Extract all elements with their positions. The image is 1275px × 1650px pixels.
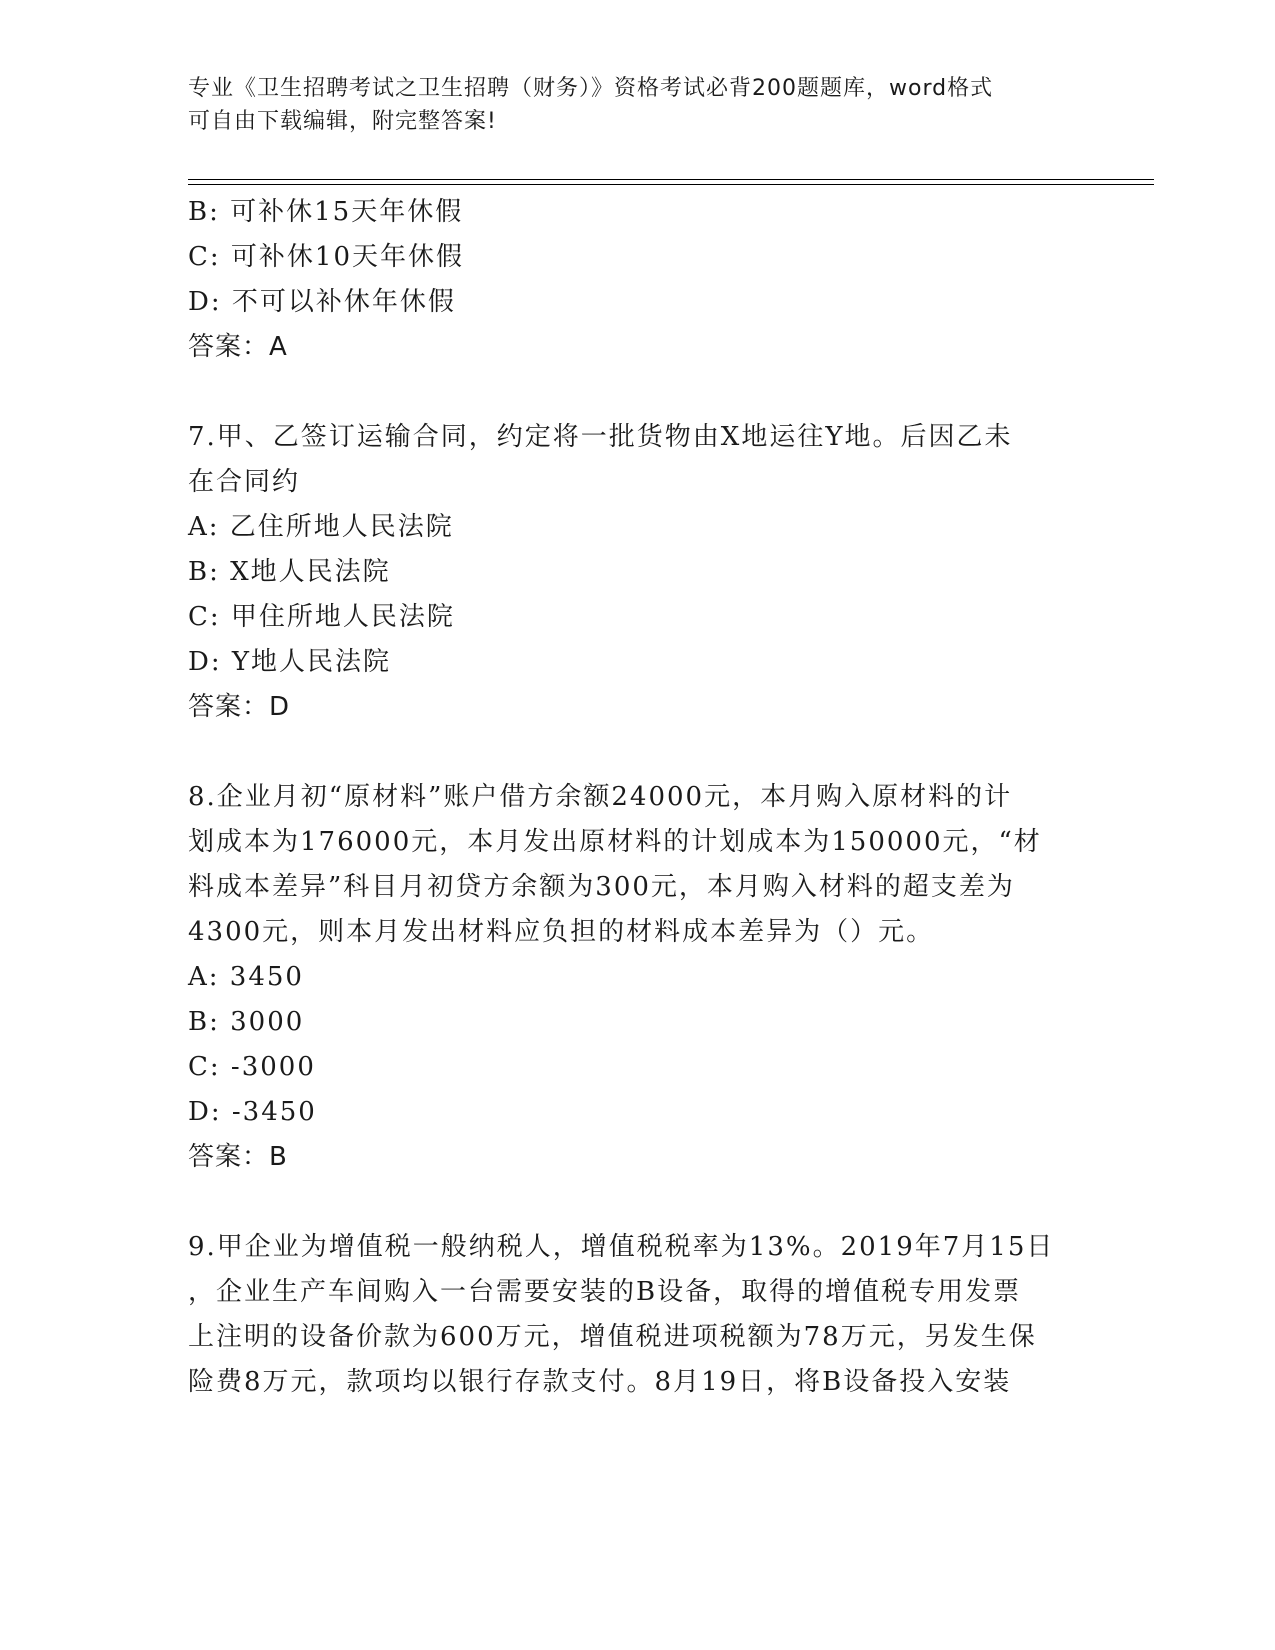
q9-stem-line-2: ，企业生产车间购入一台需要安装的B设备，取得的增值税专用发票 [188,1277,1022,1307]
q8-stem-line-1: 8.企业月初“原材料”账户借方余额24000元，本月购入原材料的计 [188,782,1013,812]
q9-stem-line-1: 9.甲企业为增值税一般纳税人，增值税税率为13%。2019年7月15日 [188,1232,1055,1262]
q7-option-c: C: 甲住所地人民法院 [188,602,455,632]
q7-option-b: B: X地人民法院 [188,557,391,587]
header-title-line-1: 专业《卫生招聘考试之卫生招聘（财务）》资格考试必背200题题库，word格式 [188,76,994,101]
header-divider-top [188,179,1154,180]
document-header [188,72,1068,138]
header-divider-bottom [188,184,1154,185]
q8-option-d: D: -3450 [188,1097,317,1127]
question-7 [188,415,1088,730]
q7-stem-line-2: 在合同约 [188,467,301,497]
document-body [188,190,1088,1405]
q6-answer: 答案：A [188,332,288,362]
spacer [188,370,1088,415]
question-6 [188,190,1088,370]
question-9 [188,1225,1088,1405]
q7-answer: 答案：D [188,692,291,722]
q6-option-d: D: 不可以补休年休假 [188,287,456,317]
spacer [188,1180,1088,1225]
q9-stem-line-3: 上注明的设备价款为600万元，增值税进项税额为78万元，另发生保 [188,1322,1037,1352]
q7-stem-line-1: 7.甲、乙签订运输合同，约定将一批货物由X地运往Y地。后因乙未 [188,422,1013,452]
q9-stem-line-4: 险费8万元，款项均以银行存款支付。8月19日，将B设备投入安装 [188,1367,1012,1397]
question-8 [188,775,1088,1180]
q8-answer: 答案：B [188,1142,288,1172]
q8-option-a: A: 3450 [188,962,304,992]
q7-option-a: A: 乙住所地人民法院 [188,512,454,542]
header-title-line-2: 可自由下载编辑，附完整答案! [188,109,497,134]
q8-stem-line-2: 划成本为176000元，本月发出原材料的计划成本为150000元，“材 [188,827,1042,857]
q8-option-b: B: 3000 [188,1007,305,1037]
q8-option-c: C: -3000 [188,1052,316,1082]
q8-stem-line-4: 4300元，则本月发出材料应负担的材料成本差异为（）元。 [188,917,935,947]
spacer [188,730,1088,775]
q7-option-d: D: Y地人民法院 [188,647,392,677]
q6-option-c: C: 可补休10天年休假 [188,242,465,272]
q6-option-b: B: 可补休15天年休假 [188,197,464,227]
q8-stem-line-3: 料成本差异”科目月初贷方余额为300元，本月购入材料的超支差为 [188,872,1015,902]
